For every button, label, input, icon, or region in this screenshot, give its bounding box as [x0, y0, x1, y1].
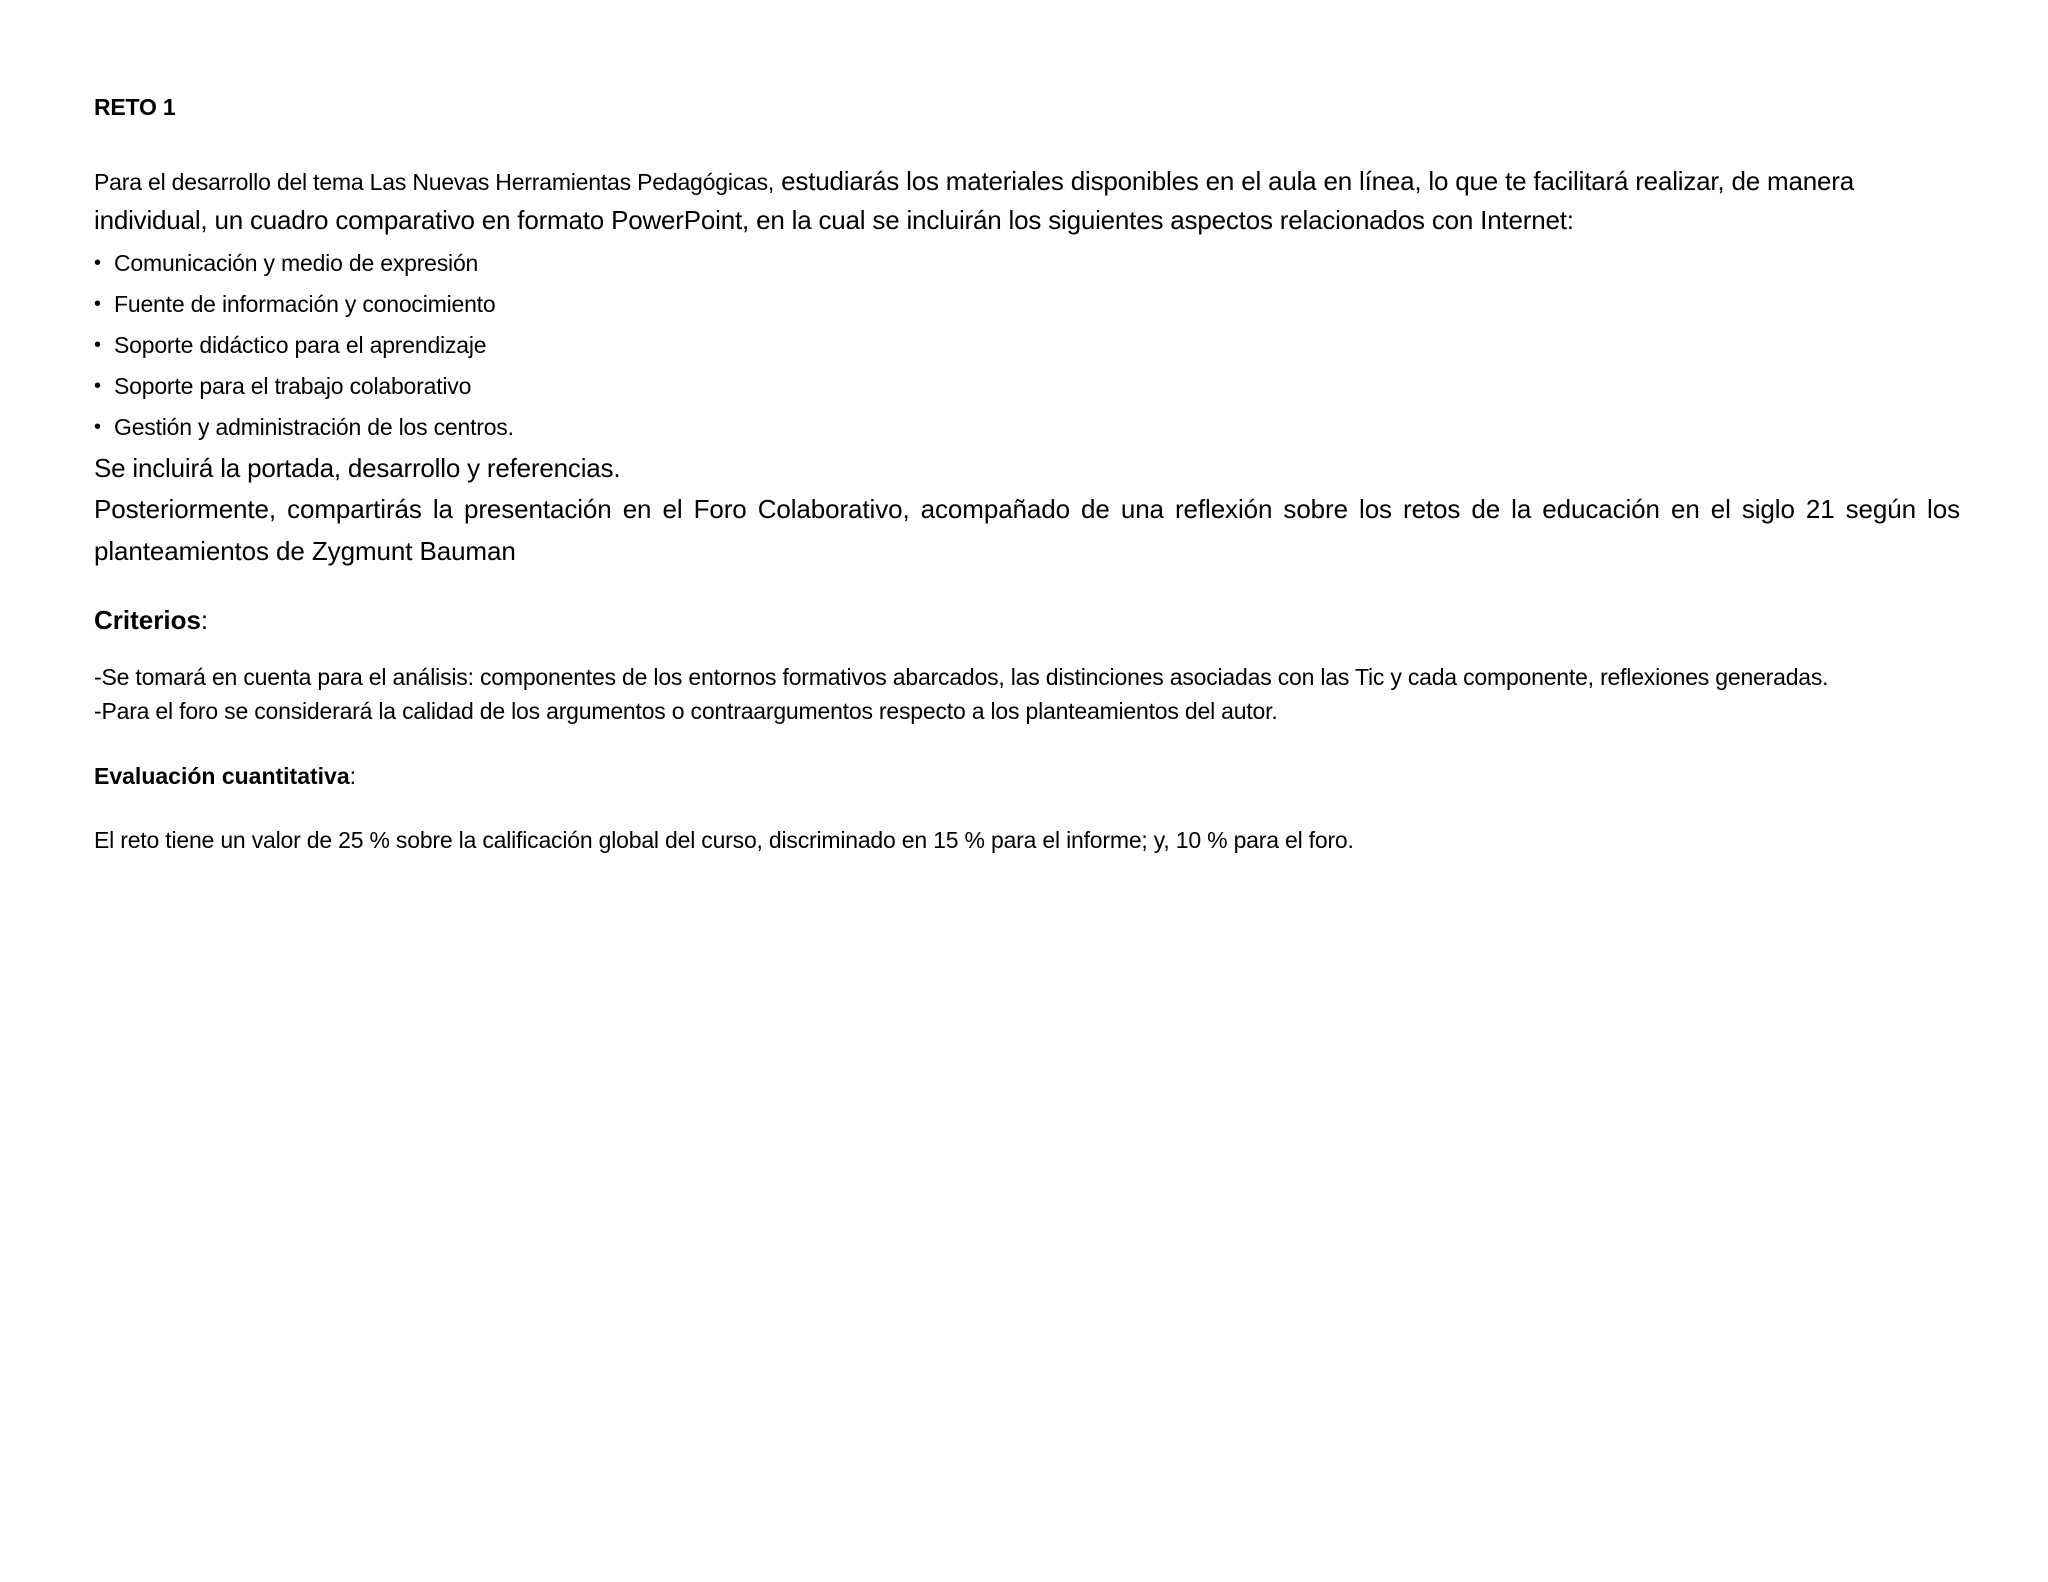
criterio-item-foro: -Para el foro se considerará la calidad de los argumentos o contraargumentos respecto a los planteamientos del autor. [94, 698, 1278, 724]
list-item-text: Soporte didáctico para el aprendizaje [114, 332, 487, 358]
list-item [94, 366, 1960, 407]
intro-small-text: Para el desarrollo del tema Las Nuevas Herramientas Pedagógicas, [94, 169, 775, 195]
evaluacion-heading [94, 760, 1960, 792]
bullet-icon: • [94, 375, 101, 397]
bullet-icon: • [94, 416, 101, 438]
list-item-text: Comunicación y medio de expresión [114, 250, 479, 276]
list-item-text: Soporte para el trabajo colaborativo [114, 373, 472, 399]
intro-rest-text: estudiarás los materiales disponibles en el aula en línea, lo que te facilitará realizar, de manera individual, un cuadro comparativo en formato PowerPoint, en la cual se incluirán los siguientes aspectos relacionados con Internet: [94, 166, 1854, 235]
bullet-icon: • [94, 293, 101, 315]
criterios-block [94, 660, 1960, 728]
criterios-heading [94, 602, 1960, 638]
list-item [94, 284, 1960, 325]
document-title: RETO 1 [94, 94, 176, 120]
portada-line: Se incluirá la portada, desarrollo y referencias. [94, 453, 621, 483]
intro-paragraph [94, 162, 1960, 239]
aspects-list [94, 243, 1960, 448]
evaluacion-text: El reto tiene un valor de 25 % sobre la calificación global del curso, discriminado en 15 % para el informe; y, 10 % para el foro. [94, 827, 1354, 853]
evaluacion-heading-text: Evaluación cuantitativa [94, 763, 350, 789]
list-item [94, 243, 1960, 284]
foro-paragraph: Posteriormente, compartirás la presentación en el Foro Colaborativo, acompañado de una reflexión sobre los retos de la educación en el siglo 21 según los planteamientos de Zygmunt Bauman [94, 494, 1960, 566]
list-item [94, 325, 1960, 366]
list-item [94, 407, 1960, 448]
bullet-icon: • [94, 252, 101, 274]
evaluacion-colon: : [349, 763, 357, 789]
criterios-colon: : [200, 605, 209, 635]
bullet-icon: • [94, 334, 101, 356]
criterios-heading-text: Criterios [94, 605, 201, 635]
document-content [94, 92, 1960, 856]
criterio-item-analysis: -Se tomará en cuenta para el análisis: componentes de los entornos formativos abarcados, las distinciones asociadas con las Tic y cada componente, reflexiones generadas. [94, 664, 1829, 690]
list-item-text: Fuente de información y conocimiento [114, 291, 496, 317]
list-item-text: Gestión y administración de los centros. [114, 414, 514, 440]
